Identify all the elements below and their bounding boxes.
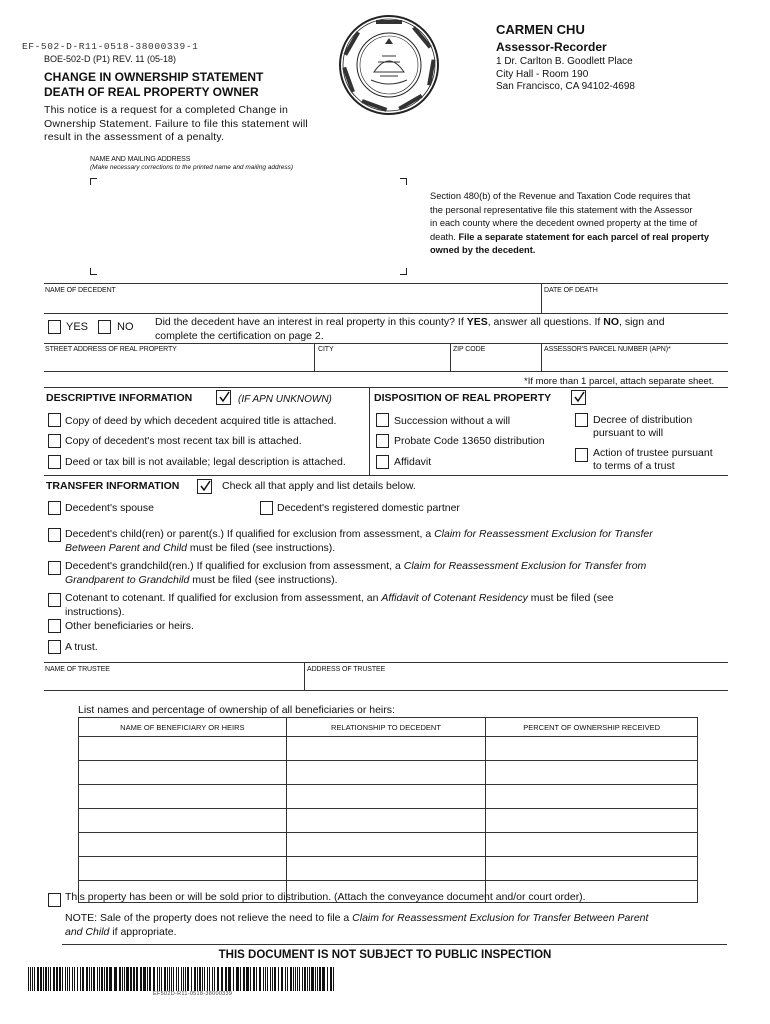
date-of-death-field[interactable] bbox=[544, 296, 724, 310]
assessor-title: Assessor-Recorder bbox=[496, 40, 607, 54]
table-cell[interactable] bbox=[286, 809, 486, 833]
barcode-bar bbox=[106, 967, 108, 991]
table-row bbox=[79, 809, 698, 833]
table-cell[interactable] bbox=[486, 857, 698, 881]
domestic-partner-label: Decedent's registered domestic partner bbox=[277, 502, 460, 514]
mailing-address-label: NAME AND MAILING ADDRESS bbox=[90, 156, 191, 163]
table-row bbox=[79, 857, 698, 881]
zip-code-label: ZIP CODE bbox=[453, 346, 486, 353]
table-cell[interactable] bbox=[79, 833, 287, 857]
cotenant-label: Cotenant to cotenant. If qualified for exclusion from assessment, an Affidavit of Cotenant Residency must be filed (see instructions). bbox=[65, 592, 614, 618]
other-beneficiaries-checkbox[interactable] bbox=[48, 619, 61, 633]
name-of-decedent-label: NAME OF DECEDENT bbox=[45, 287, 116, 294]
corner-mark bbox=[400, 268, 407, 275]
barcode-bar bbox=[40, 967, 42, 991]
barcode-bar bbox=[250, 967, 251, 991]
barcode-bar bbox=[202, 967, 203, 991]
table-row bbox=[79, 761, 698, 785]
name-of-decedent-field[interactable] bbox=[46, 296, 536, 310]
barcode-bar bbox=[187, 967, 189, 991]
barcode-bar bbox=[159, 967, 160, 991]
table-cell[interactable] bbox=[79, 857, 287, 881]
barcode-bar bbox=[243, 967, 245, 991]
barcode-bar bbox=[32, 967, 33, 991]
beneficiaries-table bbox=[78, 717, 698, 903]
legal-description-label: Deed or tax bill is not available; legal description is attached. bbox=[65, 456, 346, 468]
barcode-bar bbox=[69, 967, 70, 991]
table-cell[interactable] bbox=[79, 737, 287, 761]
barcode-bar bbox=[295, 967, 296, 991]
barcode-bar bbox=[80, 967, 81, 991]
barcode-bar bbox=[246, 967, 249, 991]
barcode-bar bbox=[126, 967, 129, 991]
barcode-bar bbox=[133, 967, 135, 991]
barcode-bar bbox=[333, 967, 334, 991]
penalty-notice: This notice is a request for a completed Change in Ownership Statement. Failure to file this statement will result in the assessment of a penalty. bbox=[44, 104, 308, 143]
table-row bbox=[79, 737, 698, 761]
barcode-bar bbox=[240, 967, 241, 991]
trustee-address-label: ADDRESS OF TRUSTEE bbox=[307, 666, 386, 673]
barcode-bar bbox=[171, 967, 172, 991]
table-row bbox=[79, 833, 698, 857]
table-cell[interactable] bbox=[286, 785, 486, 809]
barcode-bar bbox=[322, 967, 325, 991]
barcode-bar bbox=[136, 967, 138, 991]
barcode-bar bbox=[56, 967, 58, 991]
barcode-bar bbox=[147, 967, 148, 991]
barcode-bar bbox=[194, 967, 196, 991]
sold-property-label: This property has been or will be sold prior to distribution. (Attach the conveyance document and/or court order). bbox=[65, 891, 586, 903]
trustee-action-label: Action of trustee pursuant to terms of a trust bbox=[593, 447, 713, 472]
barcode-bar bbox=[272, 967, 273, 991]
apn-field[interactable] bbox=[544, 355, 724, 369]
barcode-bar bbox=[263, 967, 264, 991]
tax-bill-label: Copy of decedent's most recent tax bill is attached. bbox=[65, 435, 302, 447]
cotenant-checkbox[interactable] bbox=[48, 593, 61, 607]
barcode-bar bbox=[178, 967, 179, 991]
city-seal-icon bbox=[338, 14, 440, 116]
col-header-relationship: RELATIONSHIP TO DECEDENT bbox=[286, 718, 486, 737]
barcode-bar bbox=[99, 967, 100, 991]
table-cell[interactable] bbox=[286, 857, 486, 881]
no-label: NO bbox=[117, 321, 134, 333]
barcode-bar bbox=[212, 967, 213, 991]
barcode-bar bbox=[259, 967, 261, 991]
barcode-bar bbox=[176, 967, 177, 991]
barcode-bar bbox=[217, 967, 219, 991]
succession-checkbox[interactable] bbox=[376, 413, 389, 427]
table-cell[interactable] bbox=[286, 737, 486, 761]
barcode-bar bbox=[140, 967, 142, 991]
barcode-bar bbox=[207, 967, 208, 991]
barcode-bar bbox=[327, 967, 328, 991]
deed-copy-label: Copy of deed by which decedent acquired title is attached. bbox=[65, 415, 337, 427]
decree-checkbox[interactable] bbox=[575, 413, 588, 427]
barcode-bar bbox=[236, 967, 239, 991]
barcode-bar bbox=[74, 967, 75, 991]
barcode-bar bbox=[65, 967, 66, 991]
table-cell[interactable] bbox=[486, 809, 698, 833]
barcode-bar bbox=[311, 967, 314, 991]
barcode-bar bbox=[199, 967, 201, 991]
yes-checkbox[interactable] bbox=[48, 320, 61, 334]
barcode-bar bbox=[82, 967, 84, 991]
barcode-bar bbox=[228, 967, 231, 991]
barcode-bar bbox=[265, 967, 266, 991]
decree-label: Decree of distribution pursuant to will bbox=[593, 414, 693, 439]
barcode-bar bbox=[157, 967, 158, 991]
public-inspection-footer: THIS DOCUMENT IS NOT SUBJECT TO PUBLIC INSPECTION bbox=[218, 949, 552, 961]
barcode-bar bbox=[281, 967, 283, 991]
transfer-info-heading: TRANSFER INFORMATION bbox=[46, 480, 180, 492]
barcode-bar bbox=[185, 967, 186, 991]
spouse-checkbox[interactable] bbox=[48, 501, 61, 515]
barcode-bar bbox=[89, 967, 90, 991]
table-cell[interactable] bbox=[79, 761, 287, 785]
barcode-bar bbox=[214, 967, 215, 991]
assessor-name: CARMEN CHU bbox=[496, 22, 585, 37]
yes-label: YES bbox=[66, 321, 89, 333]
corner-mark bbox=[90, 268, 97, 275]
barcode-bar bbox=[225, 967, 227, 991]
barcode-bar bbox=[285, 967, 286, 991]
table-cell[interactable] bbox=[486, 737, 698, 761]
barcode-bar bbox=[30, 967, 31, 991]
barcode-bar bbox=[317, 967, 318, 991]
child-parent-label: Decedent's child(ren) or parent(s.) If qualified for exclusion from assessment, a Claim for Reassessment Exclusion for Transfer Between Parent and Child must be filed (see instructions). bbox=[65, 528, 653, 554]
barcode-bar bbox=[101, 967, 103, 991]
affidavit-checkbox[interactable] bbox=[376, 455, 389, 469]
barcode-bar bbox=[72, 967, 73, 991]
barcode-bar bbox=[319, 967, 321, 991]
form-revision: BOE-502-D (P1) REV. 11 (05-18) bbox=[44, 54, 177, 64]
barcode-bar bbox=[67, 967, 68, 991]
barcode-bar bbox=[173, 967, 174, 991]
spouse-label: Decedent's spouse bbox=[65, 502, 154, 514]
barcode-bar bbox=[169, 967, 170, 991]
no-checkbox[interactable] bbox=[98, 320, 111, 334]
barcode-bar bbox=[253, 967, 255, 991]
barcode-bar bbox=[37, 967, 39, 991]
barcode-bar bbox=[53, 967, 55, 991]
barcode-bar bbox=[149, 967, 151, 991]
barcode-bar bbox=[270, 967, 271, 991]
city-field[interactable] bbox=[318, 355, 446, 369]
table-cell[interactable] bbox=[79, 809, 287, 833]
barcode-bar bbox=[34, 967, 35, 991]
trustee-action-checkbox[interactable] bbox=[575, 448, 588, 462]
barcode-bar bbox=[315, 967, 316, 991]
tax-bill-checkbox[interactable] bbox=[48, 434, 61, 448]
grandchild-label: Decedent's grandchild(ren.) If qualified for exclusion from assessment, a Claim for Reassessment Exclusion for Transfer from Grandparent to Grandchild must be filed (see instructions). bbox=[65, 560, 647, 586]
street-address-field[interactable] bbox=[46, 355, 310, 369]
disposition-heading: DISPOSITION OF REAL PROPERTY bbox=[374, 392, 552, 404]
trust-checkbox[interactable] bbox=[48, 640, 61, 654]
barcode-bar bbox=[59, 967, 61, 991]
zip-code-field[interactable] bbox=[453, 355, 537, 369]
barcode-bar bbox=[197, 967, 198, 991]
child-parent-checkbox[interactable] bbox=[48, 528, 61, 542]
section-480-text: Section 480(b) of the Revenue and Taxation Code requires that the personal representative file this statement with the Assessor in each county where the decedent owned property at the time of death. File a separate statement for each parcel of real property owned by the decedent. bbox=[430, 191, 710, 255]
table-cell[interactable] bbox=[79, 785, 287, 809]
barcode-bar bbox=[62, 967, 63, 991]
legal-description-checkbox[interactable] bbox=[48, 455, 61, 469]
barcode-bar bbox=[104, 967, 105, 991]
barcode-bar bbox=[309, 967, 310, 991]
trustee-name-field[interactable] bbox=[46, 675, 300, 688]
form-title: CHANGE IN OWNERSHIP STATEMENT DEATH OF REAL PROPERTY OWNER bbox=[44, 70, 264, 99]
table-cell[interactable] bbox=[486, 833, 698, 857]
table-cell[interactable] bbox=[486, 785, 698, 809]
col-header-name: NAME OF BENEFICIARY OR HEIRS bbox=[79, 718, 287, 737]
barcode-bar bbox=[181, 967, 182, 991]
table-cell[interactable] bbox=[286, 833, 486, 857]
barcode-bar bbox=[191, 967, 192, 991]
barcode-bar bbox=[45, 967, 47, 991]
table-cell[interactable] bbox=[286, 761, 486, 785]
barcode-bar bbox=[77, 967, 78, 991]
sale-note: NOTE: Sale of the property does not relieve the need to file a Claim for Reassessment Exclusion for Transfer Between Parent and Child if appropriate. bbox=[65, 912, 649, 938]
barcode-bar bbox=[97, 967, 98, 991]
city-label: CITY bbox=[318, 346, 334, 353]
assessor-address: 1 Dr. Carlton B. Goodlett Place City Hall - Room 190 San Francisco, CA 94102-4698 bbox=[496, 56, 635, 92]
barcode-bar bbox=[93, 967, 95, 991]
barcode-bar bbox=[124, 967, 125, 991]
other-beneficiaries-label: Other beneficiaries or heirs. bbox=[65, 620, 194, 632]
col-header-percent: PERCENT OF OWNERSHIP RECEIVED bbox=[486, 718, 698, 737]
table-cell[interactable] bbox=[486, 761, 698, 785]
deed-copy-checkbox[interactable] bbox=[48, 413, 61, 427]
barcode-bar bbox=[299, 967, 300, 991]
sold-property-checkbox[interactable] bbox=[48, 893, 61, 907]
barcode-bar bbox=[109, 967, 112, 991]
barcode-bar bbox=[290, 967, 292, 991]
barcode bbox=[28, 967, 338, 991]
barcode-bar bbox=[209, 967, 210, 991]
trustee-address-field[interactable] bbox=[307, 675, 725, 688]
barcode-bar bbox=[256, 967, 257, 991]
barcode-bar bbox=[143, 967, 146, 991]
corner-mark bbox=[90, 178, 97, 185]
barcode-bar bbox=[50, 967, 51, 991]
grandchild-checkbox[interactable] bbox=[48, 561, 61, 575]
trust-label: A trust. bbox=[65, 641, 98, 653]
barcode-bar bbox=[28, 967, 29, 991]
barcode-bar bbox=[153, 967, 155, 991]
barcode-bar bbox=[221, 967, 223, 991]
barcode-bar bbox=[164, 967, 166, 991]
barcode-bar bbox=[43, 967, 44, 991]
barcode-bar bbox=[91, 967, 92, 991]
trustee-name-label: NAME OF TRUSTEE bbox=[45, 666, 110, 673]
probate-checkbox[interactable] bbox=[376, 434, 389, 448]
barcode-bar bbox=[304, 967, 306, 991]
beneficiaries-intro: List names and percentage of ownership of all beneficiaries or heirs: bbox=[78, 704, 395, 716]
transfer-info-check-icon bbox=[197, 479, 212, 494]
apn-label: ASSESSOR'S PARCEL NUMBER (APN)* bbox=[544, 346, 671, 353]
form-id: EF-502-D-R11-0518-38000339-1 bbox=[22, 41, 199, 52]
corner-mark bbox=[400, 178, 407, 185]
domestic-partner-checkbox[interactable] bbox=[260, 501, 273, 515]
barcode-bar bbox=[330, 967, 332, 991]
barcode-bar bbox=[233, 967, 234, 991]
barcode-bar bbox=[183, 967, 184, 991]
disposition-check-icon bbox=[571, 390, 586, 405]
mailing-address-note: (Make necessary corrections to the printed name and mailing address) bbox=[90, 164, 294, 171]
barcode-bar bbox=[122, 967, 123, 991]
barcode-bar bbox=[86, 967, 88, 991]
barcode-bar bbox=[48, 967, 49, 991]
barcode-bar bbox=[130, 967, 132, 991]
barcode-text: EF502D-R11-0518-38000339 bbox=[153, 991, 233, 997]
barcode-bar bbox=[278, 967, 279, 991]
street-address-label: STREET ADDRESS OF REAL PROPERTY bbox=[45, 346, 177, 353]
succession-label: Succession without a will bbox=[394, 415, 511, 427]
transfer-instruction: Check all that apply and list details below. bbox=[222, 480, 416, 492]
barcode-bar bbox=[293, 967, 294, 991]
descriptive-info-heading: DESCRIPTIVE INFORMATION bbox=[46, 392, 193, 404]
barcode-bar bbox=[274, 967, 276, 991]
barcode-bar bbox=[114, 967, 117, 991]
barcode-bar bbox=[287, 967, 288, 991]
barcode-bar bbox=[297, 967, 298, 991]
apn-unknown-note: (IF APN UNKNOWN) bbox=[238, 394, 332, 405]
barcode-bar bbox=[167, 967, 168, 991]
affidavit-label: Affidavit bbox=[394, 456, 432, 468]
date-of-death-label: DATE OF DEATH bbox=[544, 287, 598, 294]
apn-note: *If more than 1 parcel, attach separate sheet. bbox=[524, 376, 715, 387]
barcode-bar bbox=[119, 967, 121, 991]
table-row bbox=[79, 785, 698, 809]
barcode-bar bbox=[267, 967, 268, 991]
interest-question: Did the decedent have an interest in real property in this county? If YES, answer all questions. If NO, sign and complete the certification on page 2. bbox=[155, 316, 665, 342]
probate-label: Probate Code 13650 distribution bbox=[394, 435, 545, 447]
barcode-bar bbox=[302, 967, 303, 991]
barcode-bar bbox=[161, 967, 162, 991]
barcode-bar bbox=[204, 967, 205, 991]
descriptive-info-check-icon bbox=[216, 390, 231, 405]
barcode-bar bbox=[307, 967, 308, 991]
